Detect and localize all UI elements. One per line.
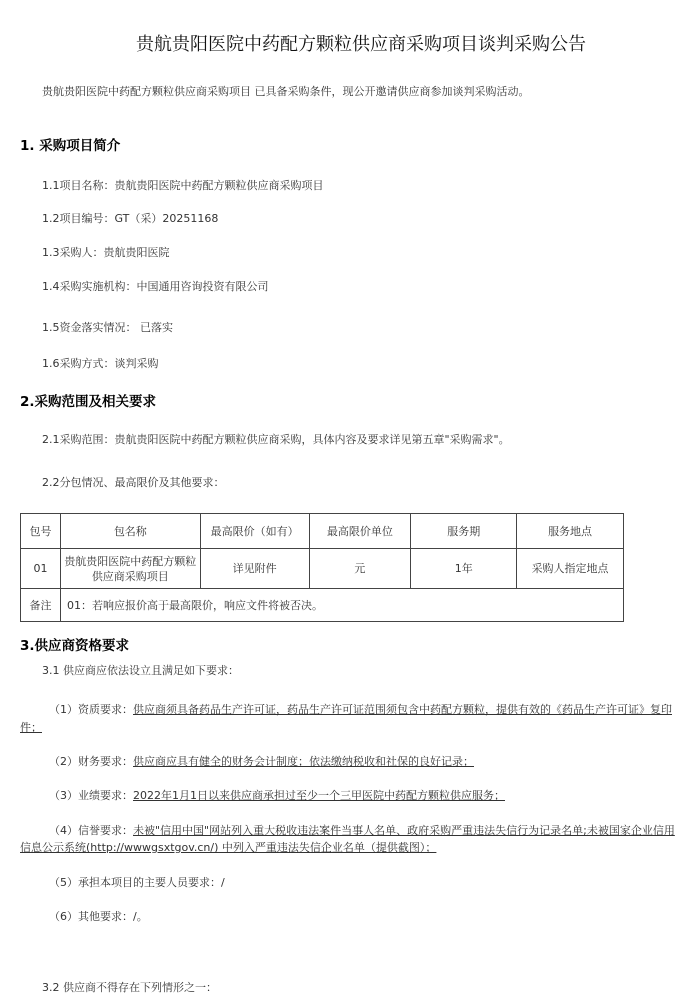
table-row — [21, 549, 624, 589]
req-1-text: 供应商须具备药品生产许可证，药品生产许可证范围须包含中药配方颗粒，提供有效的《药品生产许可证》复印 — [133, 703, 672, 716]
req-4-line2: 信息公示系统(http://wwwgsxtgov.cn/) 中列入严重违法失信企业名单（提供截图）； — [20, 841, 437, 854]
req-3-label: （3）业绩要求： — [49, 789, 133, 802]
req-4-line1 — [49, 822, 675, 838]
item-2-2: 2.2分包情况、最高限价及其他要求： — [42, 476, 225, 489]
section-1-heading: 1. 采购项目简介 — [20, 138, 121, 154]
req-1-label: （1）资质要求： — [49, 703, 133, 716]
item-1-5: 1.5资金落实情况： 已落实 — [42, 321, 173, 334]
th-price-unit: 最高限价单位 — [309, 514, 411, 549]
item-1-1: 1.1项目名称：贵航贵阳医院中药配方颗粒供应商采购项目 — [42, 179, 324, 192]
th-package-name: 包名称 — [60, 514, 200, 549]
cell-service-location: 采购人指定地点 — [517, 549, 624, 589]
th-service-location: 服务地点 — [517, 514, 624, 549]
section-2-heading: 2.采购范围及相关要求 — [20, 394, 157, 410]
req-2 — [49, 753, 474, 769]
cell-max-price: 详见附件 — [200, 549, 309, 589]
req-6: （6）其他要求：/。 — [49, 910, 148, 923]
th-package-no: 包号 — [21, 514, 61, 549]
item-1-3: 1.3采购人：贵航贵阳医院 — [42, 246, 170, 259]
req-3-text: 2022年1月1日以来供应商承担过至少一个三甲医院中药配方颗粒供应服务； — [133, 789, 505, 802]
item-3-2: 3.2 供应商不得存在下列情形之一： — [42, 981, 217, 994]
cell-service-period: 1年 — [411, 549, 517, 589]
req-1-line1 — [49, 701, 672, 717]
req-2-label: （2）财务要求： — [49, 755, 133, 768]
table-header-row — [21, 514, 624, 549]
req-3 — [49, 787, 505, 803]
section-3-heading: 3.供应商资格要求 — [20, 638, 130, 654]
req-5: （5）承担本项目的主要人员要求：/ — [49, 876, 225, 889]
item-2-1: 2.1采购范围：贵航贵阳医院中药配方颗粒供应商采购，具体内容及要求详见第五章"采购需求"。 — [42, 433, 510, 446]
page-title: 贵航贵阳医院中药配方颗粒供应商采购项目谈判采购公告 — [136, 34, 586, 55]
note-text: 01：若响应报价高于最高限价，响应文件将被否决。 — [60, 589, 623, 622]
cell-package-name: 贵航贵阳医院中药配方颗粒供应商采购项目 — [60, 549, 200, 589]
item-3-1: 3.1 供应商应依法设立且满足如下要求： — [42, 664, 239, 677]
item-1-4: 1.4采购实施机构：中国通用咨询投资有限公司 — [42, 280, 269, 293]
req-4-text: 未被"信用中国"网站列入重大税收违法案件当事人名单、政府采购严重违法失信行为记录名单;未被国家企业信用 — [133, 824, 675, 837]
req-2-text: 供应商应具有健全的财务会计制度；依法缴纳税收和社保的良好记录； — [133, 755, 474, 768]
table-note-row — [21, 589, 624, 622]
item-1-2: 1.2项目编号：GT（采）20251168 — [42, 212, 219, 225]
req-4-label: （4）信誉要求： — [49, 824, 133, 837]
th-max-price: 最高限价（如有） — [200, 514, 309, 549]
item-1-6: 1.6采购方式：谈判采购 — [42, 357, 159, 370]
cell-package-no: 01 — [21, 549, 61, 589]
intro-paragraph: 贵航贵阳医院中药配方颗粒供应商采购项目 已具备采购条件，现公开邀请供应商参加谈判采购活动。 — [42, 85, 530, 98]
th-service-period: 服务期 — [411, 514, 517, 549]
req-1-line2: 件； — [20, 721, 42, 734]
note-label: 备注 — [21, 589, 61, 622]
cell-price-unit: 元 — [309, 549, 411, 589]
package-table — [20, 513, 624, 622]
